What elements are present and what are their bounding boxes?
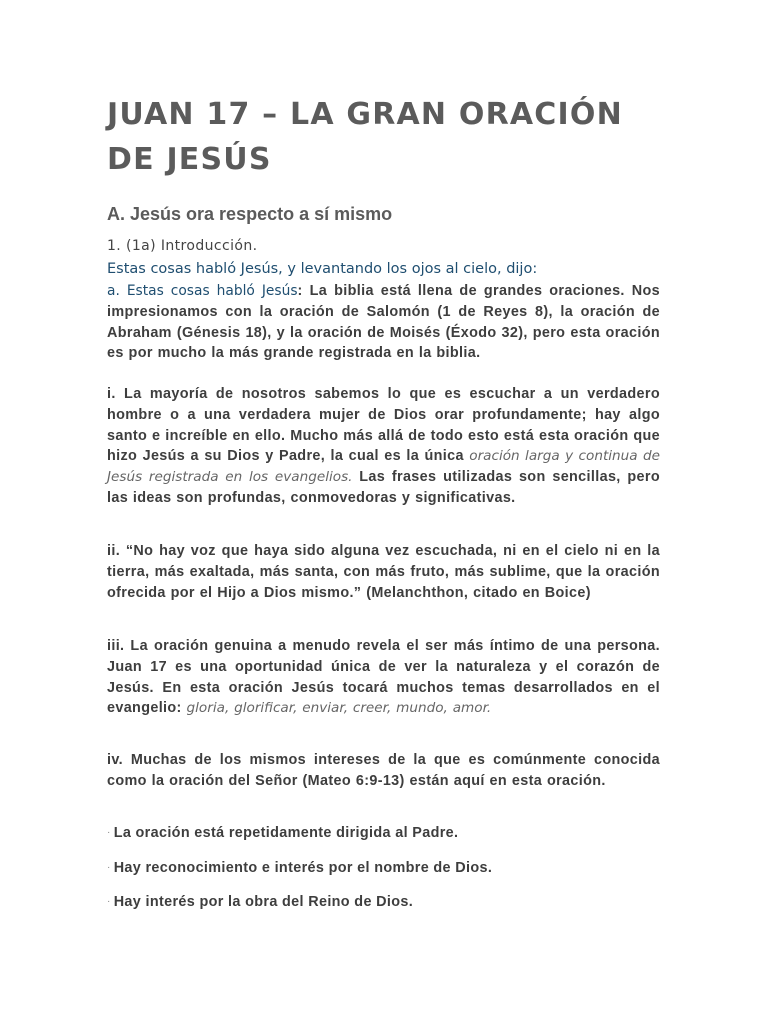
- point-i-text-after: Las frases utilizadas son sencillas, pero las ideas son profundas, conmovedoras y significativas.: [107, 469, 660, 506]
- bullet-marker: ·: [107, 862, 111, 873]
- bullet-item: [107, 892, 660, 913]
- paragraph-ii: [107, 541, 660, 603]
- section-heading: A. Jesús ora respecto a sí mismo: [107, 204, 393, 224]
- bullet-text: Hay reconocimiento e interés por el nombre de Dios.: [113, 860, 493, 877]
- paragraph-a: [107, 281, 660, 364]
- bullet-item: [107, 823, 660, 844]
- verse-text: Estas cosas habló Jesús, y levantando los ojos al cielo, dijo:: [107, 261, 538, 277]
- point-ii-text: ii. “No hay voz que haya sido alguna vez escuchada, ni en el cielo ni en la tierra, más exaltada, más santa, con más fruto, más sublime, que la oración ofrecida por el Hijo a Dios mismo.” (Melanchthon, citado en Boice): [107, 543, 660, 601]
- bullet-text: La oración está repetidamente dirigida al Padre.: [113, 825, 459, 842]
- point-i-italic: oración larga y continua de Jesús registrada en los evangelios.: [107, 448, 660, 486]
- page-title: JUAN 17 – LA GRAN ORACIÓN DE JESÚS: [107, 97, 623, 177]
- point-a-text: : La biblia está llena de grandes oraciones. Nos impresionamos con la oración de Salomón (1 de Reyes 8), la oración de Abraham (Génesis 18), y la oración de Moisés (Éxodo 32), pero esta oración es por mucho la más grande registrada en la biblia.: [107, 283, 660, 362]
- bullet-item: [107, 858, 660, 879]
- paragraph-i: [107, 384, 660, 509]
- document-content: [107, 92, 660, 911]
- paragraph-iv: [107, 750, 660, 792]
- bullet-text: Hay interés por la obra del Reino de Dios.: [113, 894, 414, 911]
- point-a-quote: Estas cosas habló Jesús: [126, 283, 298, 299]
- bullet-marker: ·: [107, 896, 111, 907]
- point-i-text: i. La mayoría de nosotros sabemos lo que es escuchar a un verdadero hombre o a una verdadera mujer de Dios orar profundamente; hay algo santo e increíble en ello. Mucho más allá de todo esto está esta oración que hizo Jesús a su Dios y Padre, la cual es la única: [107, 386, 660, 465]
- paragraph-iii: [107, 636, 660, 719]
- intro-label: 1. (1a) Introducción.: [107, 238, 258, 254]
- point-iv-text: iv. Muchas de los mismos intereses de la que es comúnmente conocida como la oración del Señor (Mateo 6:9-13) están aquí en esta oración.: [107, 752, 660, 789]
- bullet-marker: ·: [107, 827, 111, 838]
- point-iii-italic: gloria, glorificar, enviar, creer, mundo, amor.: [186, 700, 492, 717]
- point-iii-text: iii. La oración genuina a menudo revela el ser más íntimo de una persona. Juan 17 es una oportunidad única de ver la naturaleza y el corazón de Jesús. En esta oración Jesús tocará muchos temas desarrollados en el evangelio:: [107, 638, 660, 717]
- point-a-label: a.: [107, 283, 120, 299]
